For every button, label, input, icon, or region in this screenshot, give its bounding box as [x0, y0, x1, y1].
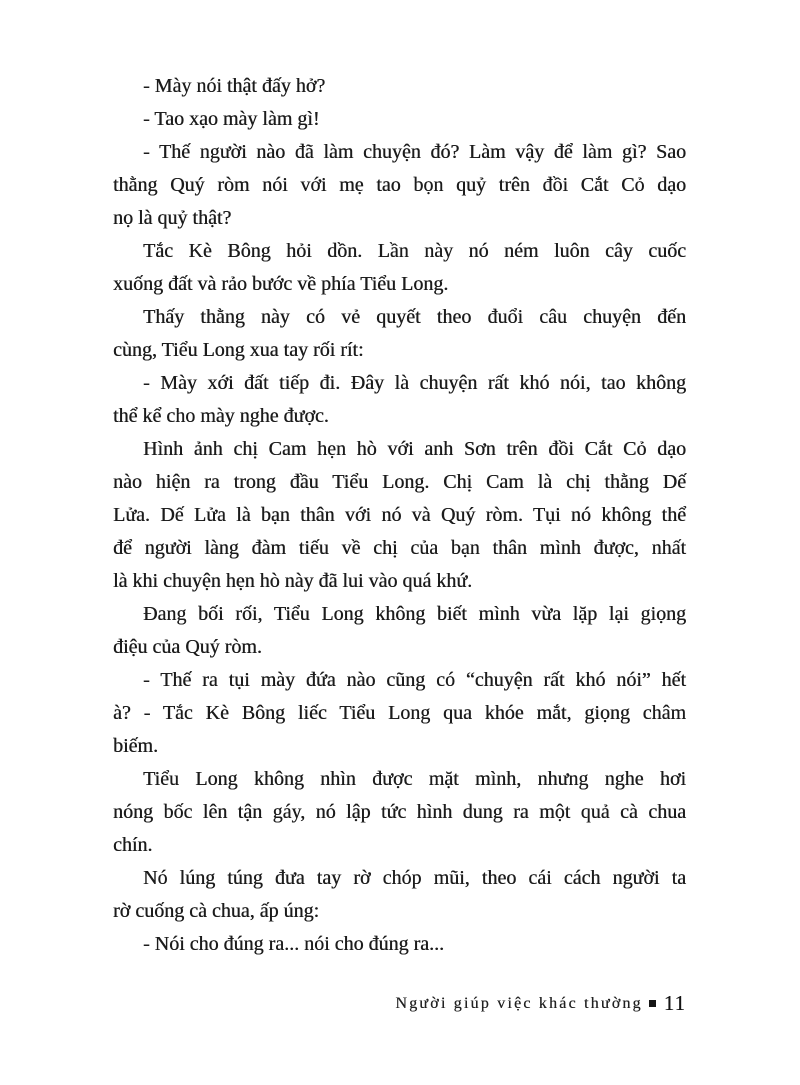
paragraph [113, 763, 686, 862]
text-line: chín. [113, 834, 153, 856]
footer-page-number: 11 [663, 991, 686, 1015]
text-line: Nó lúng túng đưa tay rờ chóp mũi, theo cái cách người ta [143, 867, 686, 889]
text-line: nào hiện ra trong đầu Tiểu Long. Chị Cam là chị thằng Dế [113, 471, 686, 493]
text-line: biếm. [113, 735, 158, 757]
text-line: Đang bối rối, Tiểu Long không biết mình vừa lặp lại giọng [143, 603, 686, 625]
text-line: thằng Quý ròm nói với mẹ tao bọn quỷ trên đồi Cắt Cỏ dạo [113, 174, 686, 196]
text-line: - Thế người nào đã làm chuyện đó? Làm vậy để làm gì? Sao [143, 141, 686, 163]
paragraph [113, 664, 686, 763]
paragraph [113, 103, 686, 136]
text-line: Tắc Kè Bông hỏi dồn. Lần này nó ném luôn cây cuốc [143, 240, 686, 262]
paragraph [113, 433, 686, 598]
text-line: - Thế ra tụi mày đứa nào cũng có “chuyện rất khó nói” hết [143, 669, 686, 691]
paragraph [113, 862, 686, 928]
square-bullet-icon [649, 1000, 656, 1007]
text-line: Lửa. Dế Lửa là bạn thân với nó và Quý ròm. Tụi nó không thể [113, 504, 686, 526]
paragraph [113, 928, 686, 961]
text-line: là khi chuyện hẹn hò này đã lui vào quá khứ. [113, 570, 473, 592]
text-line: - Tao xạo mày làm gì! [143, 108, 320, 130]
text-line: à? - Tắc Kè Bông liếc Tiểu Long qua khóe mắt, giọng châm [113, 702, 686, 724]
text-line: thể kể cho mày nghe được. [113, 405, 329, 427]
paragraph [113, 235, 686, 301]
text-line: Tiểu Long không nhìn được mặt mình, nhưng nghe hơi [143, 768, 686, 790]
paragraph [113, 301, 686, 367]
text-line: nóng bốc lên tận gáy, nó lập tức hình dung ra một quả cà chua [113, 801, 686, 823]
text-line: cùng, Tiểu Long xua tay rối rít: [113, 339, 364, 361]
footer-book-title: Người giúp việc khác thường [395, 994, 643, 1012]
paragraph [113, 598, 686, 664]
text-line: nọ là quỷ thật? [113, 207, 232, 229]
text-line: - Mày nói thật đấy hở? [143, 75, 326, 97]
paragraph [113, 136, 686, 235]
text-line: điệu của Quý ròm. [113, 636, 262, 658]
text-line: rờ cuống cà chua, ấp úng: [113, 900, 320, 922]
text-line: - Nói cho đúng ra... nói cho đúng ra... [143, 933, 445, 955]
paragraph [113, 70, 686, 103]
page-footer [395, 991, 686, 1016]
paragraph [113, 367, 686, 433]
text-line: - Mày xới đất tiếp đi. Đây là chuyện rất khó nói, tao không [143, 372, 686, 394]
text-line: để người làng đàm tiếu về chị của bạn thân mình được, nhất [113, 537, 686, 559]
text-line: Thấy thằng này có vẻ quyết theo đuổi câu chuyện đến [143, 306, 686, 328]
text-line: Hình ảnh chị Cam hẹn hò với anh Sơn trên đồi Cắt Cỏ dạo [143, 438, 686, 460]
text-line: xuống đất và rảo bước về phía Tiểu Long. [113, 273, 449, 295]
page-content [113, 70, 686, 961]
